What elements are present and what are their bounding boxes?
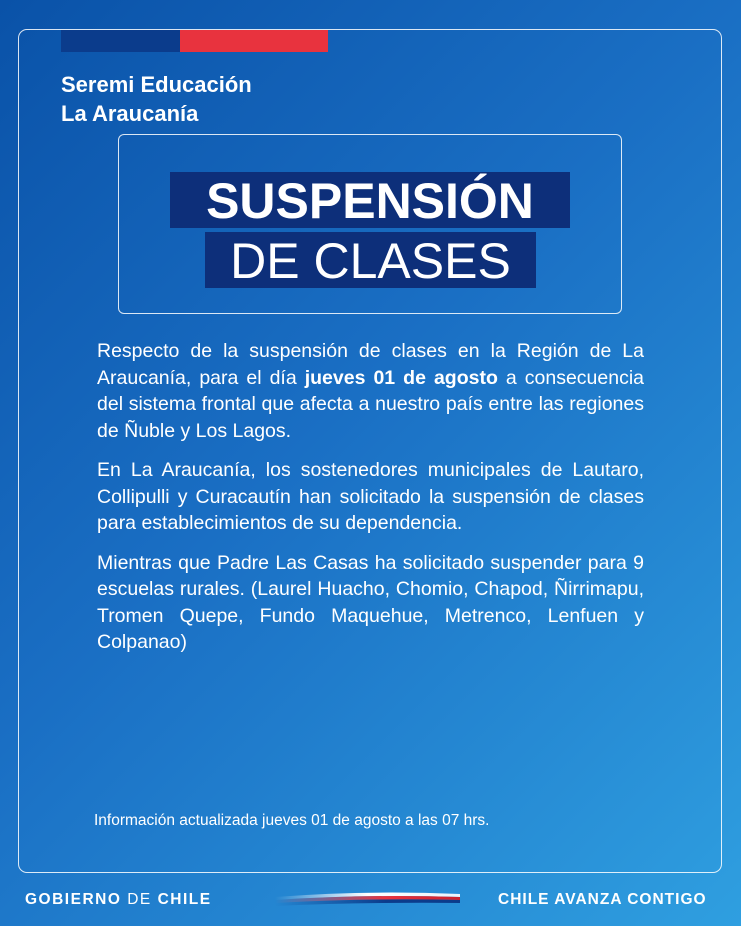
org-line-1: Seremi Educación [61,72,252,97]
organization-name [61,70,252,128]
wave-logo-icon [275,888,460,906]
footer-slogan: CHILE AVANZA CONTIGO [498,891,707,908]
footer-gobierno-word: GOBIERNO [25,891,122,908]
flag-bar-blue [61,30,180,52]
paragraph-1 [97,338,644,444]
announcement-body [97,338,644,669]
flag-bar-red [180,30,328,52]
p1-text-a: Respecto de la suspensión de clases en la Región de La Araucanía, para el día [97,340,644,389]
title-line-1: SUSPENSIÓN [170,172,570,228]
footer-gobierno [25,891,212,909]
p1-bold-date: jueves 01 de agosto [304,366,498,389]
p1-text-b: a consecuencia del sistema frontal que afecta a nuestro país entre las regiones de Ñuble y Los Lagos. [97,366,644,442]
title-line-2: DE CLASES [205,232,536,288]
org-line-2: La Araucanía [61,101,199,126]
paragraph-3: Mientras que Padre Las Casas ha solicitado suspender para 9 escuelas rurales. (Laurel Huacho, Chomio, Chapod, Ñirrimapu, Tromen Quepe, Fundo Maquehue, Metrenco, Lenfuen y Colpanao) [97,551,644,653]
footer-de-word: DE [121,891,158,908]
update-note: Información actualizada jueves 01 de agosto a las 07 hrs. [94,812,490,829]
paragraph-2: En La Araucanía, los sostenedores municipales de Lautaro, Collipulli y Curacautín han solicitado la suspensión de clases para establecimientos de su dependencia. [97,459,644,534]
footer-chile-word: CHILE [157,891,212,908]
